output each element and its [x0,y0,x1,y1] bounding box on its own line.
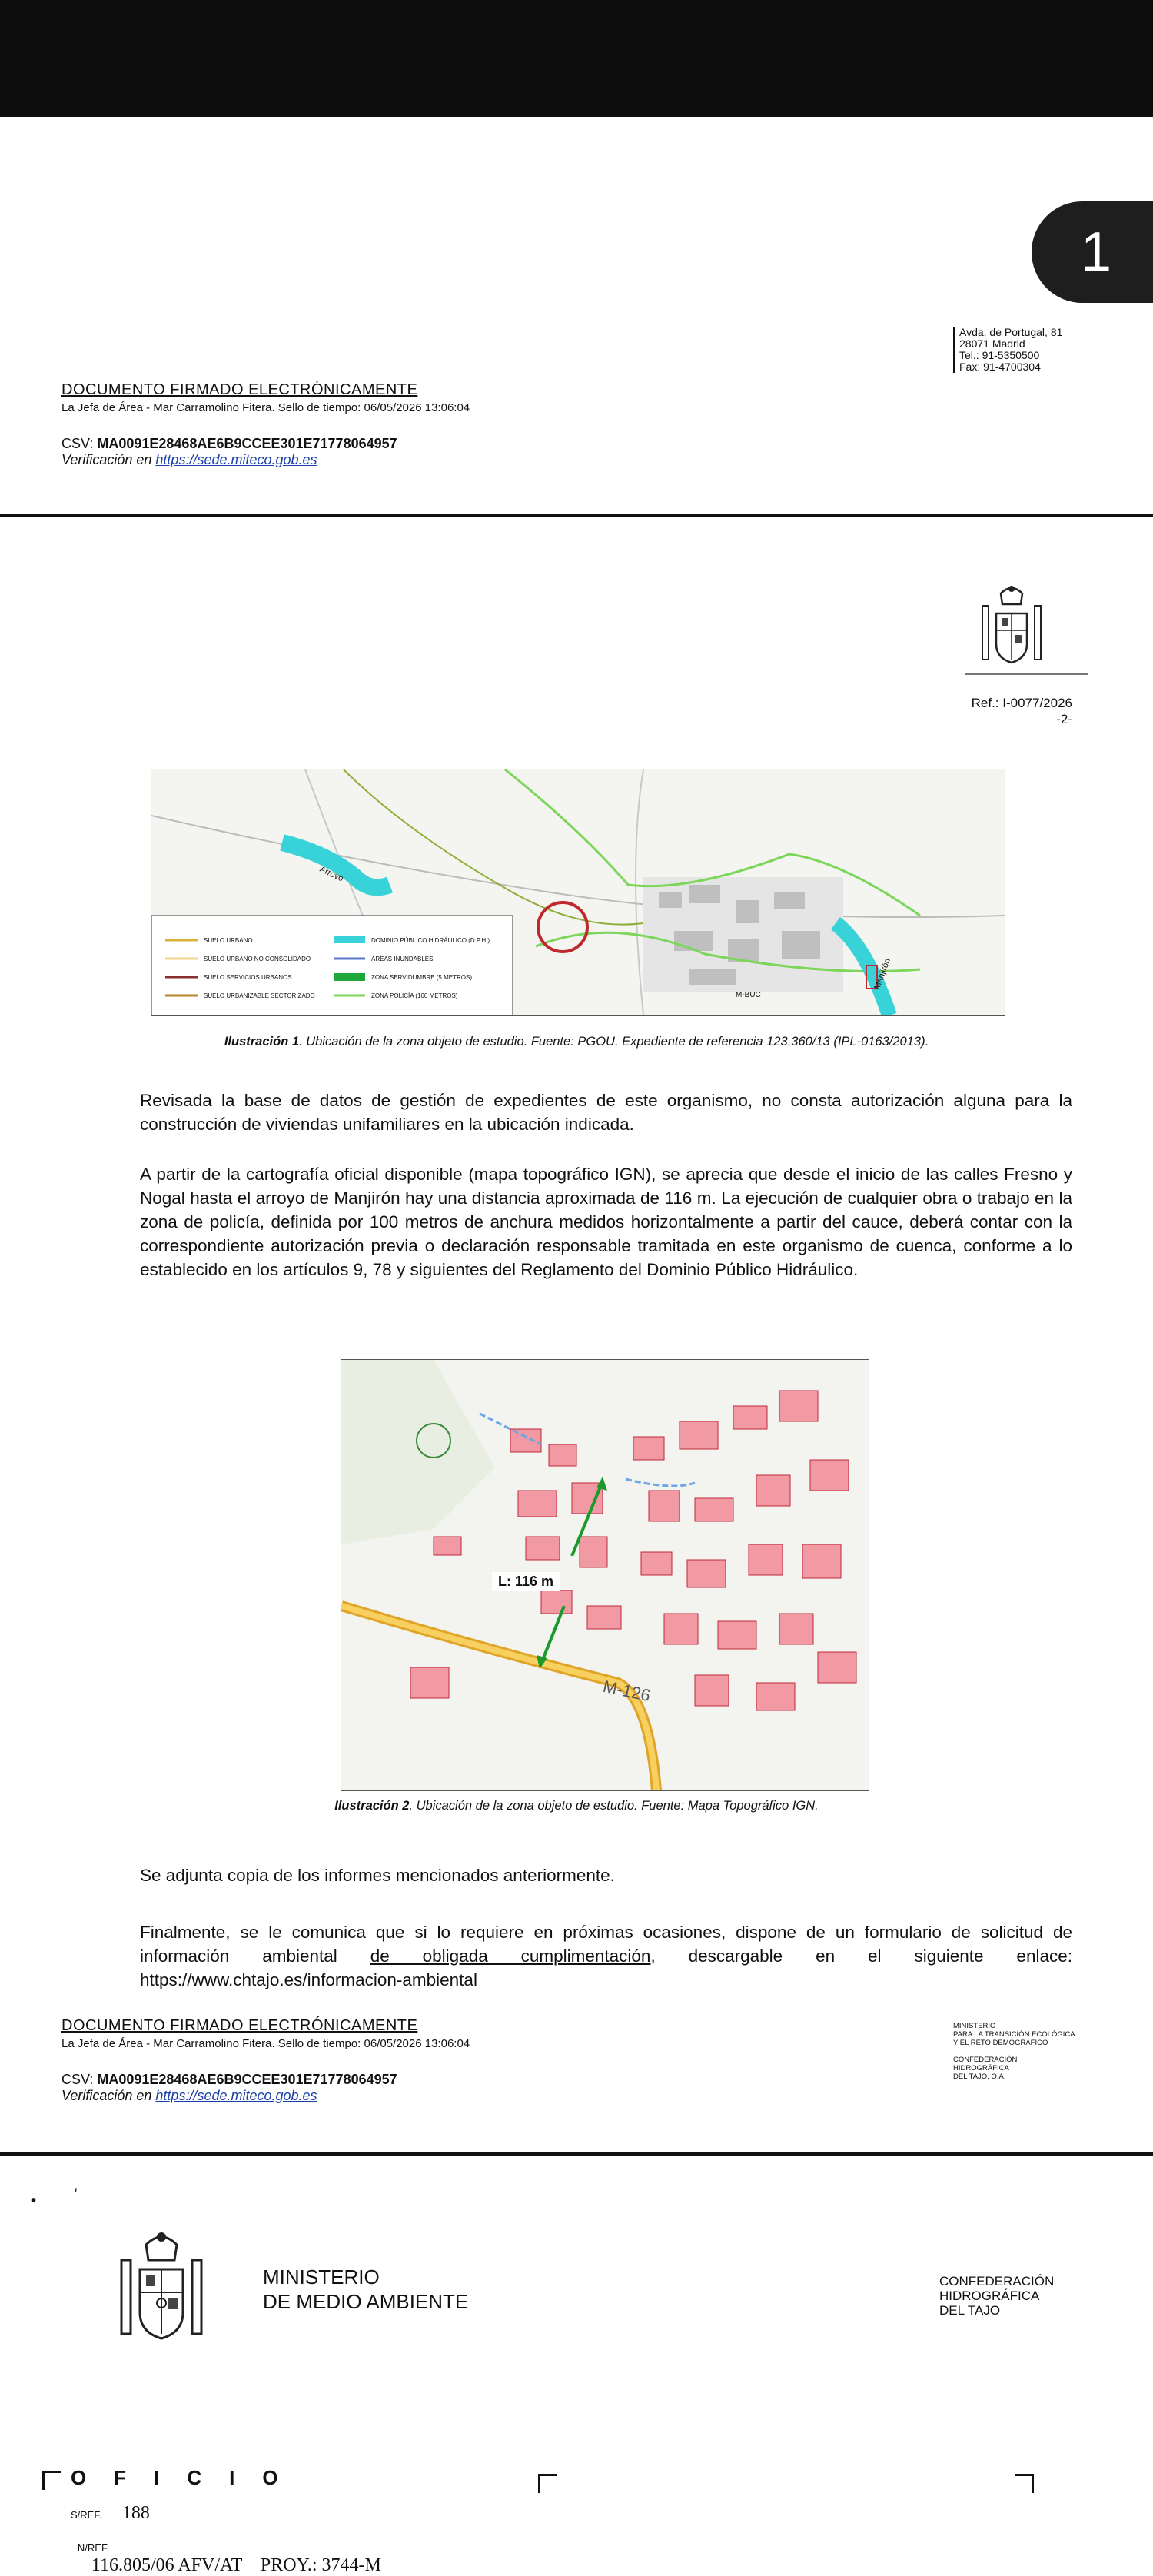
paragraph-4-underlined: de obligada cumplimentación [370,1946,651,1966]
coat-of-arms-icon [115,2229,208,2348]
page-number-badge: 1 [1032,201,1153,303]
figure-caption-1 [192,1034,961,1050]
address-line: 28071 Madrid [959,337,1025,350]
csv-label: CSV: [61,436,94,451]
header-rule [965,673,1088,675]
map-label-manjiron: Manjirón [872,957,892,991]
ref-line-n [71,2528,381,2576]
verification-line [61,452,470,468]
paragraph-3: Se adjunta copia de los informes mencionados anteriormente. [140,1866,615,1885]
figure-caption-2 [192,1798,961,1814]
distance-label: L: 116 m [492,1572,560,1591]
legend-entry: SUELO URBANIZABLE SECTORIZADO [204,992,315,999]
confederation-line: HIDROGRÁFICA [953,2064,1009,2072]
confederation-header [939,2274,1054,2318]
page-divider [0,2152,1153,2156]
caption-text: . Ubicación de la zona objeto de estudio. Fuente: Mapa Topográfico IGN. [409,1799,819,1813]
topographic-map [341,1359,869,1791]
paragraph-4-text: Finalmente, se le comunica que si lo requiere en próximas ocasiones, dispone de un formulario de solicitud de información ambiental [140,1923,1072,1966]
ministry-line: MINISTERIO [263,2265,380,2288]
legend-entry: ZONA SERVIDUMBRE (5 METROS) [371,974,472,981]
csv-code: MA0091E28468AE6B9CCEE301E71778064957 [97,2072,397,2087]
corner-mark [1015,2474,1034,2493]
ministry-line: DE MEDIO AMBIENTE [263,2290,469,2313]
sref-value: 188 [121,2503,150,2523]
address-block [953,327,1062,373]
oficio-heading: OFICIO [71,2466,306,2489]
legend-entry: SUELO SERVICIOS URBANOS [204,974,292,981]
address-line: Tel.: 91-5350500 [959,349,1040,361]
caption-text: . Ubicación de la zona objeto de estudio. Fuente: PGOU. Expediente de referencia 123.360/13 (IPL-0163/2013). [299,1035,929,1049]
reference-block [919,695,1072,727]
signed-doc-subtitle: La Jefa de Área - Mar Carramolino Fitera. Sello de tiempo: 06/05/2026 13:06:04 [61,2037,470,2050]
confederation-line: CONFEDERACIÓN [953,2056,1018,2064]
signed-doc-title: DOCUMENTO FIRMADO ELECTRÓNICAMENTE [61,381,418,398]
nref-label: N/REF. [77,2542,110,2554]
csv-code: MA0091E28468AE6B9CCEE301E71778064957 [97,436,397,451]
footer-ministry [953,2022,1084,2081]
verification-prefix: Verificación en [61,2088,152,2103]
corner-mark [42,2471,61,2490]
zoning-map [151,769,1005,1016]
confederation-line: DEL TAJO, O.A. [953,2072,1006,2081]
caption-bold: Ilustración 2 [334,1799,410,1813]
signature-block-bottom [61,2017,470,2104]
signed-doc-subtitle: La Jefa de Área - Mar Carramolino Fitera. Sello de tiempo: 06/05/2026 13:06:04 [61,401,470,414]
csv-label: CSV: [61,2072,94,2087]
page-divider [0,514,1153,517]
signature-block-top [61,381,470,468]
road-label: M-126 [601,1676,653,1706]
map-label-arroyo: Arroyo [317,864,345,884]
signed-doc-title: DOCUMENTO FIRMADO ELECTRÓNICAMENTE [61,2017,418,2034]
verification-line [61,2088,470,2104]
info-link[interactable]: https://www.chtajo.es/informacion-ambiental [140,1970,477,1989]
ministry-line: Y EL RETO DEMOGRÁFICO [953,2039,1048,2047]
csv-line [61,2072,470,2088]
confederation-line: HIDROGRÁFICA [939,2288,1040,2303]
confederation-line: DEL TAJO [939,2303,1001,2318]
reference-page: -2- [1056,712,1072,726]
nref-value: 116.805/06 AFV/AT PROY.: 3744-M [91,2555,381,2575]
corner-mark [538,2474,557,2493]
legend-entry: ÁREAS INUNDABLES [371,956,434,962]
legend-entry: SUELO URBANO [204,937,253,944]
legend-entry: DOMINIO PÚBLICO HIDRÁULICO (D.P.H.) [371,937,490,944]
paragraph-1: Revisada la base de datos de gestión de expedientes de este organismo, no consta autorización alguna para la construcción de viviendas unifamiliares en la ubicación indicada. [140,1091,1072,1134]
reference-number: Ref.: I-0077/2026 [971,696,1072,710]
legend-entry: SUELO URBANO NO CONSOLIDADO [204,956,311,962]
ref-line-s [71,2503,150,2524]
paragraph-4-text-b: , descargable en el siguiente enlace: [650,1946,1072,1966]
address-line: Fax: 91-4700304 [959,361,1041,373]
ministry-line: MINISTERIO [953,2022,996,2030]
scan-mark: • [31,2192,37,2209]
coat-of-arms-icon [975,583,1048,671]
caption-bold: Ilustración 1 [224,1035,300,1049]
ministry-line: PARA LA TRANSICIÓN ECOLÓGICA [953,2030,1075,2039]
sref-label: S/REF. [71,2509,102,2521]
confederation-line: CONFEDERACIÓN [939,2274,1055,2288]
top-bar [0,0,1153,117]
paragraph-4 [140,1920,1072,1992]
address-line: Avda. de Portugal, 81 [959,326,1063,338]
verification-prefix: Verificación en [61,452,152,467]
verification-link[interactable]: https://sede.miteco.gob.es [155,2088,317,2103]
legend-entry: ZONA POLICÍA (100 METROS) [371,992,458,999]
csv-line [61,436,470,452]
map-label-town: M-BUC [736,991,761,999]
paragraph-2: A partir de la cartografía oficial disponible (mapa topográfico IGN), se aprecia que desde el inicio de las calles Fresno y Nogal hasta el arroyo de Manjirón hay una distancia aproximada de 116 m. La ejecución de cualquier obra o trabajo en la zona de policía, definida por 100 metros de anchura medidos horizontalmente a partir del cauce, deberá contar con la correspondiente autorización previa o declaración responsable tramitada en este organismo de cuenca, conforme a lo establecido en los artículos 9, 78 y siguientes del Reglamento del Dominio Público Hidráulico. [140,1165,1072,1279]
ministry-header [263,2265,468,2314]
scan-mark: ’ [74,2185,78,2204]
verification-link[interactable]: https://sede.miteco.gob.es [155,452,317,467]
